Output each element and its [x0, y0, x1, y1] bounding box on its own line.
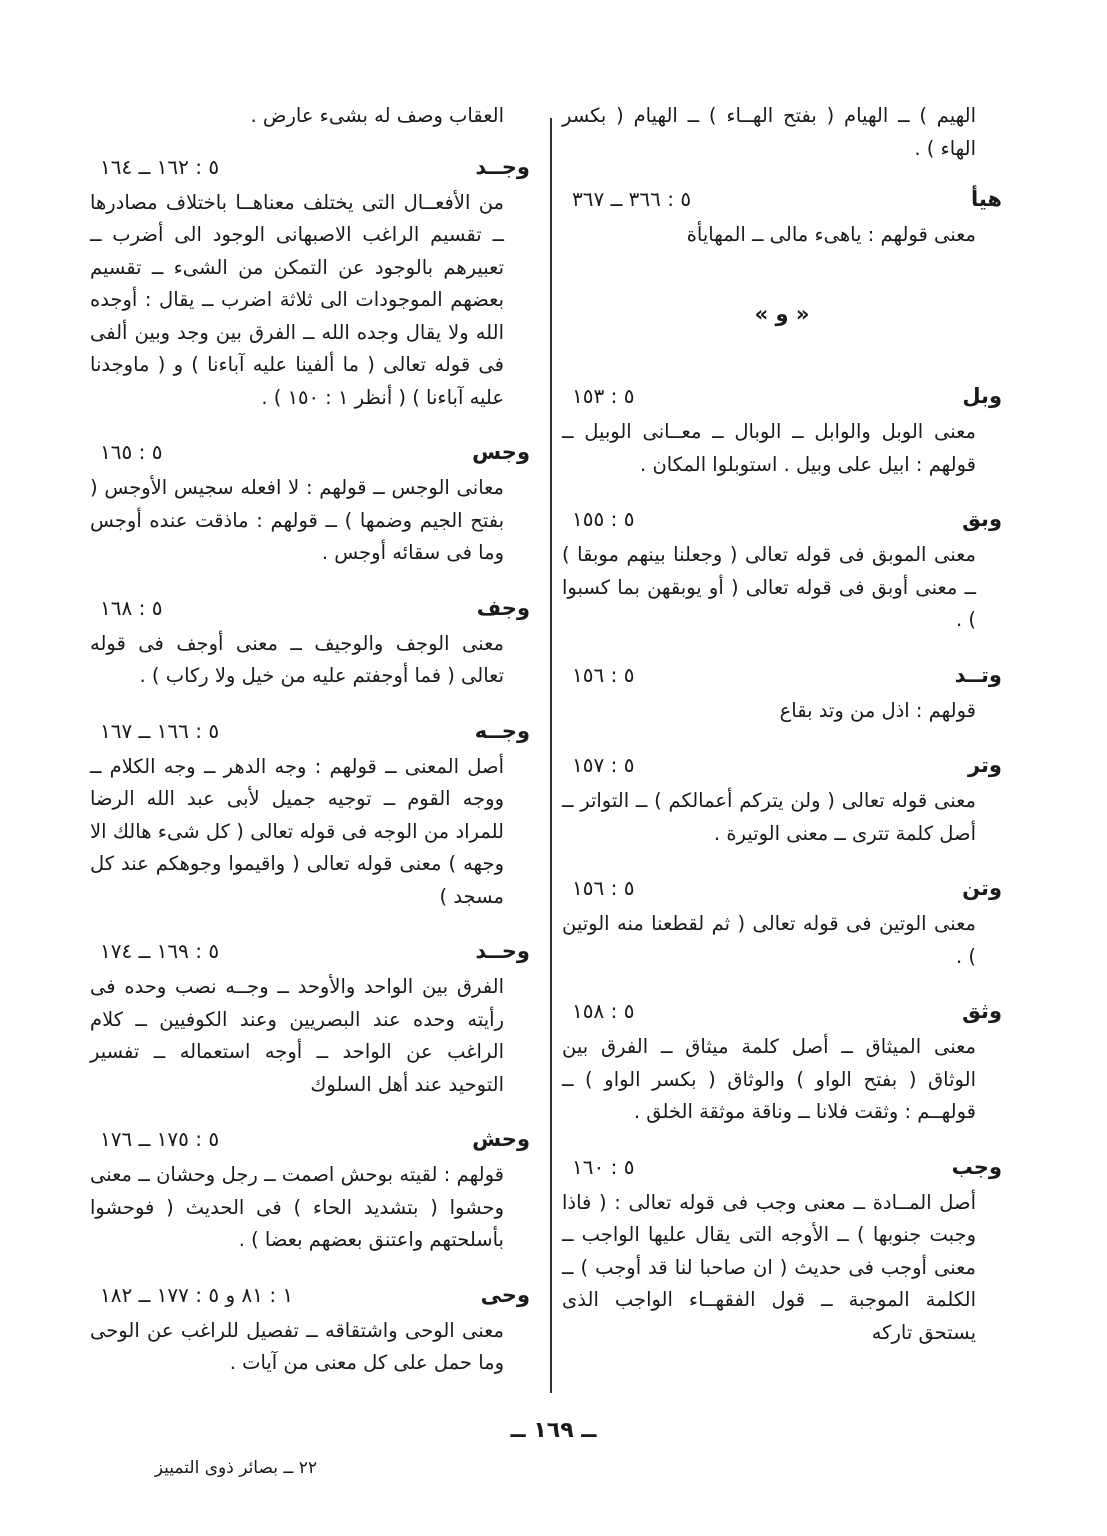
- entry-wabl: [562, 380, 1002, 481]
- headword: وجف: [476, 595, 530, 620]
- volume-page-ref: ٥ : ١٥٥: [572, 507, 635, 531]
- volume-page-ref: ٥ : ١٥٧: [572, 753, 635, 777]
- volume-page-ref: ٥ : ١٧٥ ــ ١٧٦: [100, 1127, 220, 1151]
- headword: وتن: [962, 876, 1002, 900]
- entry-definition: معنى الوجف والوجيف ــ معنى أوجف فى قوله تعالى ( فما أوجفتم عليه من خيل ولا ركاب ) .: [90, 631, 504, 687]
- entry-haya: [562, 183, 1002, 252]
- entry-definition: معنى الوتين فى قوله تعالى ( ثم لقطعنا منه الوتين ) .: [562, 912, 976, 968]
- headword: وبل: [962, 384, 1002, 408]
- headword: هيأ: [970, 187, 1002, 211]
- volume-page-ref: ٥ : ١٥٦: [572, 876, 635, 900]
- headword: وجــد: [475, 154, 530, 179]
- entry-wabq: [562, 503, 1002, 637]
- entry-definition: قولهم : اذل من وتد بقاع: [779, 698, 976, 722]
- entry-wahy: [90, 1279, 530, 1380]
- left-column: [90, 100, 530, 1402]
- entry-wathaq: [562, 995, 1002, 1129]
- entry-definition: الفرق بين الواحد والأوحد ــ وجــه نصب وحده فى رأيته وحده عند البصريين وعند الكوفيين ــ كلام الراغب عن الواحد ــ أوجه استعماله ــ تفسير التوحيد عند أهل السلوك: [90, 975, 504, 1096]
- entry-definition: قولهم : لقيته بوحش اصمت ــ رجل وحشان ــ معنى وحشوا ( بتشديد الحاء ) فى الحديث ( فوحشوا بأسلحتهم واعتنق بعضهم بعضا ) .: [90, 1163, 504, 1251]
- headword: وحش: [472, 1127, 530, 1151]
- volume-page-ref: ٥ : ١٥٦: [572, 662, 635, 687]
- right-column: [562, 100, 1002, 1371]
- entry-wajh: [90, 715, 530, 914]
- continuation-text: العقاب وصف له بشىء عارض .: [250, 104, 504, 127]
- entry-definition: معنى الوبل والوابل ــ الوبال ــ معــانى الوبيل ــ قولهم : ابيل على وبيل . استوبلوا المكان .: [562, 420, 976, 476]
- entry-wahsh: [90, 1123, 530, 1257]
- volume-page-ref: ٥ : ١٦٢ ــ ١٦٤: [100, 154, 220, 179]
- headword: وحى: [480, 1282, 530, 1307]
- volume-page-ref: ٥ : ١٦٨: [100, 595, 163, 620]
- entry-wajaf: [90, 592, 530, 693]
- entry-watar: [562, 749, 1002, 850]
- headword: وجس: [472, 440, 530, 464]
- entry-definition: معنى الميثاق ــ أصل كلمة ميثاق ــ الفرق بين الوثاق ( بفتح الواو ) والوثاق ( بكسر الواو ) ــ قولهــم : وثقت فلانا ــ وناقة موثقة الخلق .: [562, 1035, 976, 1123]
- entry-definition: أصل المــادة ــ معنى وجب فى قوله تعالى : ( فاذا وجبت جنوبها ) ــ الأوجه التى يقال عليها الواجب ــ معنى أوجب فى حديث ( ان صاحبا لنا قد أوجب ) ــ الكلمة الموجبة ــ قول الفقهــاء الواجب الذى يستحق تاركه: [562, 1190, 976, 1344]
- volume-page-ref: ٥ : ١٦٠: [572, 1154, 635, 1179]
- entry-wajab: [562, 1151, 1002, 1350]
- volume-page-ref: ٥ : ١٦٥: [100, 440, 163, 464]
- volume-page-ref: ٥ : ٣٦٦ ــ ٣٦٧: [572, 187, 692, 211]
- headword: وحــد: [475, 939, 530, 963]
- entry-wajad: [90, 151, 530, 415]
- entry-watan: [562, 872, 1002, 973]
- entry-wajas: [90, 436, 530, 570]
- headword: وجب: [951, 1154, 1002, 1179]
- entry-definition: معنى قوله تعالى ( ولن يتركم أعمالكم ) ــ التواتر ــ أصل كلمة تترى ــ معنى الوتيرة .: [562, 789, 976, 845]
- volume-page-ref: ٥ : ١٥٨: [572, 999, 635, 1023]
- entry-wahad: [90, 935, 530, 1101]
- entry-definition: من الأفعــال التى يختلف معناهــا باختلاف مصادرها ــ تقسيم الراغب الاصبهانى الوجود الى أضرب ــ تعبيرهم بالوجود عن التمكن من الشىء ــ تقسيم بعضهم الموجودات الى ثلاثة اضرب ــ يقال : أوجده الله ولا يقال وجده الله ــ الفرق بين وجد وبين ألفى فى قوله تعالى ( ما ألفينا عليه آباءنا ) و ( ماوجدنا عليه آباءنا ) ( أنظر ١ : ١٥٠ ) .: [90, 190, 504, 409]
- headword: وتر: [967, 753, 1002, 777]
- volume-page-ref: ٥ : ١٦٩ ــ ١٧٤: [100, 939, 220, 963]
- headword: وثق: [962, 999, 1002, 1023]
- entry-definition: معنى قولهم : ياهىء مالى ــ المهايأة: [686, 223, 976, 246]
- headword: وبق: [962, 507, 1002, 531]
- entry-definition: معنى الوحى واشتقاقه ــ تفصيل للراغب عن الوحى وما حمل على كل معنى من آيات .: [90, 1318, 504, 1374]
- entry-definition: معانى الوجس ــ قولهم : لا افعله سجيس الأوجس ( بفتح الجيم وضمها ) ــ قولهم : ماذقت عنده أوجس وما فى سقائه أوجس .: [90, 476, 504, 564]
- signature-mark: ٢٢ ــ بصائر ذوى التمييز: [154, 1458, 317, 1478]
- entry-definition: معنى الموبق فى قوله تعالى ( وجعلنا بينهم موبقا ) ــ معنى أوبق فى قوله تعالى ( أو يوبقهن بما كسبوا ) .: [562, 543, 976, 631]
- continuation-text: الهيم ) ــ الهيام ( بفتح الهــاء ) ــ الهيام ( بكسر الهاء ) .: [562, 104, 976, 160]
- entry-definition: أصل المعنى ــ قولهم : وجه الدهر ــ وجه الكلام ــ ووجه القوم ــ توجيه جميل لأبى عبد الله الرضا للمراد من الوجه فى قوله تعالى ( كل شىء هالك الا وجهه ) معنى قوله تعالى ( واقيموا وجوهكم عند كل مسجد ): [90, 754, 504, 908]
- volume-page-ref: ٥ : ١٥٣: [572, 384, 635, 408]
- headword: وجــه: [474, 718, 530, 743]
- headword: وتــد: [954, 662, 1002, 687]
- volume-page-ref: ١ : ٨١ و ٥ : ١٧٧ ــ ١٨٢: [100, 1282, 294, 1307]
- column-divider: [550, 118, 552, 1393]
- entry-watad: [562, 659, 1002, 728]
- letter-heading: « و »: [754, 301, 810, 326]
- volume-page-ref: ٥ : ١٦٦ ــ ١٦٧: [100, 718, 220, 743]
- page-number: ــ ١٦٩ ــ: [510, 1418, 597, 1443]
